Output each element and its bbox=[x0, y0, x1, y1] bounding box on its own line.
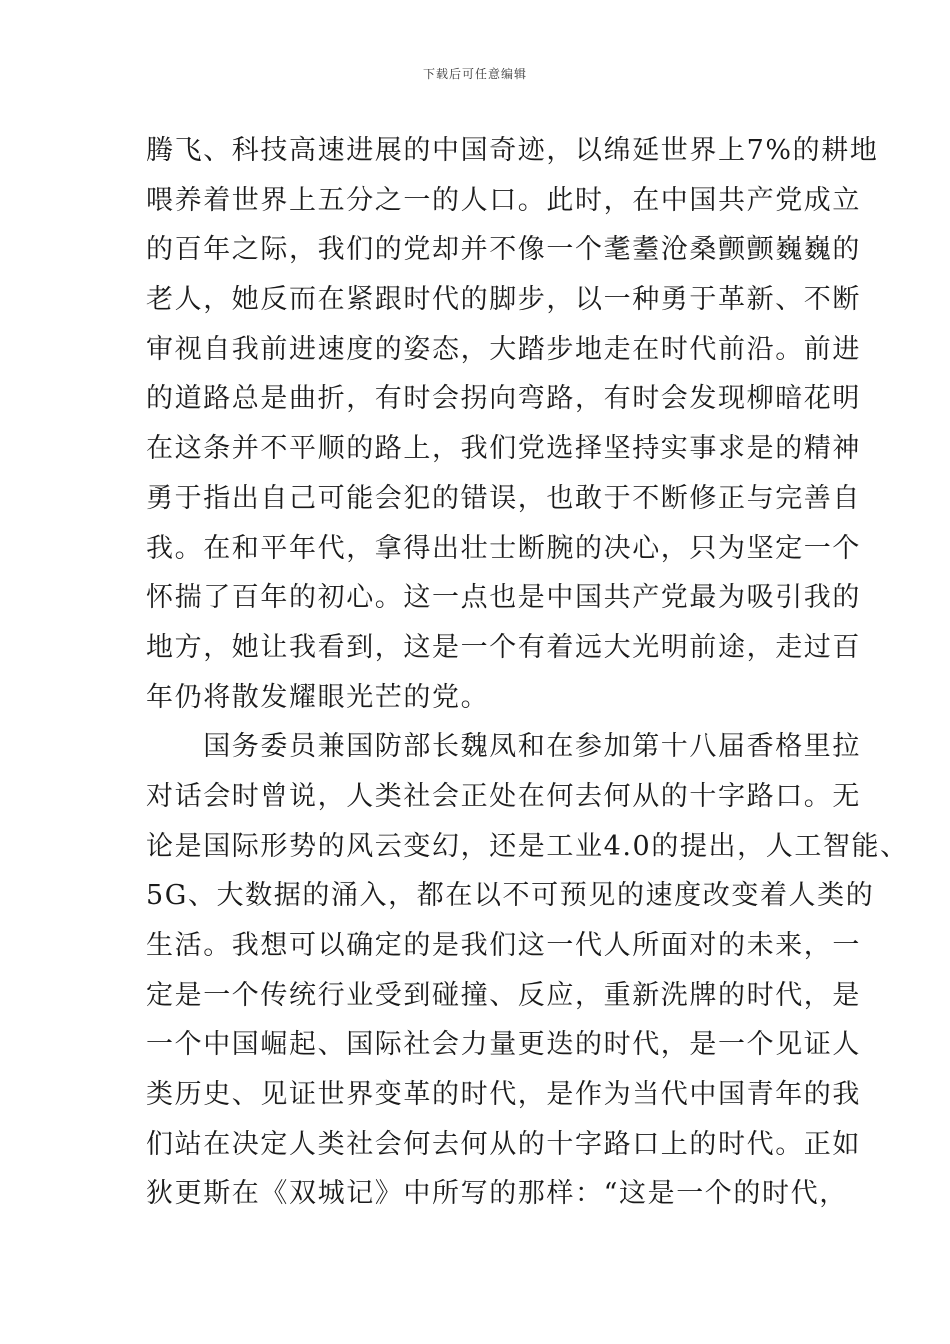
text-line: 地方，她让我看到，这是一个有着远大光明前途，走过百 bbox=[146, 631, 861, 663]
text-line: 对话会时曾说，人类社会正处在何去何从的十字路口。无 bbox=[146, 780, 861, 812]
text-line: 的道路总是曲折，有时会拐向弯路，有时会发现柳暗花明 bbox=[146, 383, 861, 415]
text-line: 腾飞、科技高速进展的中国奇迹，以绵延世界上7%的耕地 bbox=[146, 135, 879, 166]
text-line: 们站在决定人类社会何去何从的十字路口上的时代。正如 bbox=[146, 1128, 861, 1160]
text-line: 狄更斯在《双城记》中所写的那样：“这是一个的时代， bbox=[146, 1178, 848, 1210]
page-header: 下载后可任意编辑 bbox=[422, 67, 527, 81]
text-line: 喂养着世界上五分之一的人口。此时，在中国共产党成立 bbox=[146, 184, 861, 216]
paragraph bbox=[146, 126, 879, 722]
paragraph bbox=[146, 722, 909, 1219]
text-line: 审视自我前进速度的姿态，大踏步地走在时代前沿。前进 bbox=[146, 333, 861, 365]
text-line: 定是一个传统行业受到碰撞、反应，重新洗牌的时代，是 bbox=[146, 979, 861, 1011]
text-line: 年仍将散发耀眼光芒的党。 bbox=[146, 681, 490, 713]
document-body bbox=[146, 126, 909, 1219]
text-line: 在这条并不平顺的路上，我们党选择坚持实事求是的精神 bbox=[146, 433, 861, 465]
text-line: 5G、大数据的涌入，都在以不可预见的速度改变着人类的 bbox=[146, 880, 875, 912]
text-line: 老人，她反而在紧跟时代的脚步，以一种勇于革新、不断 bbox=[146, 284, 861, 316]
text-line: 我。在和平年代，拿得出壮士断腕的决心，只为坚定一个 bbox=[146, 532, 861, 564]
text-line: 一个中国崛起、国际社会力量更迭的时代，是一个见证人 bbox=[146, 1029, 861, 1061]
text-line: 的百年之际，我们的党却并不像一个耄耋沧桑颤颤巍巍的 bbox=[146, 234, 861, 266]
text-line: 勇于指出自己可能会犯的错误，也敢于不断修正与完善自 bbox=[146, 482, 861, 514]
text-line: 论是国际形势的风云变幻，还是工业4.0的提出，人工智能、 bbox=[146, 830, 909, 862]
text-line: 类历史、见证世界变革的时代，是作为当代中国青年的我 bbox=[146, 1079, 861, 1111]
text-line: 怀揣了百年的初心。这一点也是中国共产党最为吸引我的 bbox=[146, 582, 861, 614]
text-line: 国务委员兼国防部长魏凤和在参加第十八届香格里拉 bbox=[146, 731, 861, 763]
text-line: 生活。我想可以确定的是我们这一代人所面对的未来，一 bbox=[146, 930, 861, 961]
